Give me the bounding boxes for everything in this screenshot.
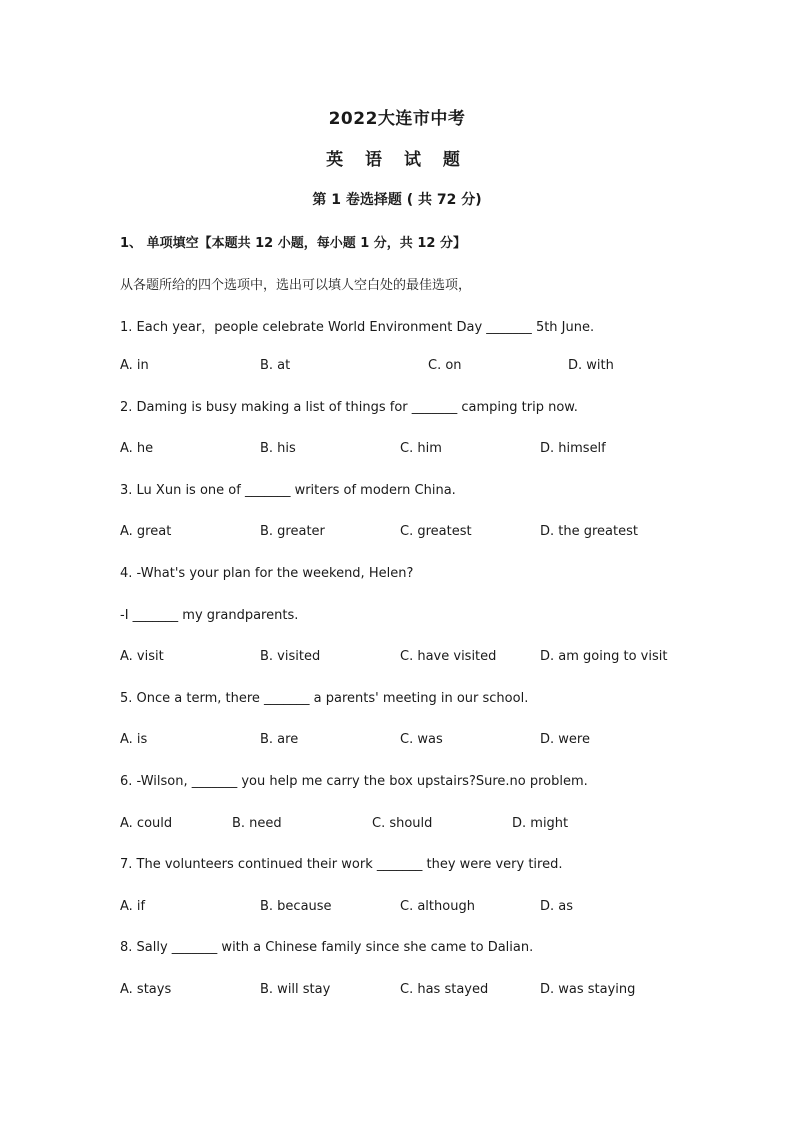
question-1-option-c: C. on xyxy=(428,358,462,373)
question-5-stem: 5. Once a term, there _______ a parents' meeting in our school. xyxy=(120,691,529,706)
question-5-option-a: A. is xyxy=(120,732,148,747)
question-5-option-d: D. were xyxy=(540,732,590,747)
section-heading: 1、 单项填空【本题共 12 小题，每小题 1 分，共 12 分】 xyxy=(120,236,466,251)
question-1-option-d: D. with xyxy=(568,358,614,373)
question-6-option-b: B. need xyxy=(232,816,282,831)
question-3-option-c: C. greatest xyxy=(400,524,472,539)
question-5-option-c: C. was xyxy=(400,732,443,747)
question-3-option-b: B. greater xyxy=(260,524,325,539)
question-2-option-d: D. himself xyxy=(540,441,606,456)
exam-subtitle: 英 语 试 题 xyxy=(326,150,468,170)
question-7-option-b: B. because xyxy=(260,899,332,914)
question-6-option-a: A. could xyxy=(120,816,173,831)
question-2-stem: 2. Daming is busy making a list of things for _______ camping trip now. xyxy=(120,400,578,415)
question-2-option-a: A. he xyxy=(120,441,154,456)
question-1-option-b: B. at xyxy=(260,358,291,373)
question-4-option-a: A. visit xyxy=(120,649,164,664)
question-6-option-d: D. might xyxy=(512,816,569,831)
question-8-option-d: D. was staying xyxy=(540,982,636,997)
question-6-option-c: C. should xyxy=(372,816,433,831)
question-4-option-c: C. have visited xyxy=(400,649,497,664)
question-7-option-a: A. if xyxy=(120,899,146,914)
question-4-stem-line-2: -I _______ my grandparents. xyxy=(120,608,299,623)
question-8-option-a: A. stays xyxy=(120,982,172,997)
question-8-stem: 8. Sally _______ with a Chinese family since she came to Dalian. xyxy=(120,940,534,955)
question-2-option-c: C. him xyxy=(400,441,442,456)
question-3-option-d: D. the greatest xyxy=(540,524,638,539)
question-4-option-d: D. am going to visit xyxy=(540,649,668,664)
section-instruction: 从各题所给的四个选项中，选出可以填人空白处的最佳选项， xyxy=(120,278,472,293)
question-7-stem: 7. The volunteers continued their work _______ they were very tired. xyxy=(120,857,563,872)
question-8-option-b: B. will stay xyxy=(260,982,331,997)
question-1-stem: 1. Each year，people celebrate World Environment Day _______ 5th June. xyxy=(120,320,595,335)
question-3-option-a: A. great xyxy=(120,524,172,539)
question-2-option-b: B. his xyxy=(260,441,296,456)
question-6-stem: 6. -Wilson, _______ you help me carry the box upstairs?Sure.no problem. xyxy=(120,774,588,789)
question-8-option-c: C. has stayed xyxy=(400,982,489,997)
question-7-option-d: D. as xyxy=(540,899,574,914)
question-7-option-c: C. although xyxy=(400,899,475,914)
question-5-option-b: B. are xyxy=(260,732,299,747)
part-title: 第 1 卷选择题 ( 共 72 分) xyxy=(312,192,482,208)
exam-title: 2022大连市中考 xyxy=(328,109,466,129)
question-4-option-b: B. visited xyxy=(260,649,321,664)
question-3-stem: 3. Lu Xun is one of _______ writers of modern China. xyxy=(120,483,456,498)
question-1-option-a: A. in xyxy=(120,358,149,373)
question-4-stem: 4. -What's your plan for the weekend, Helen? xyxy=(120,566,414,581)
